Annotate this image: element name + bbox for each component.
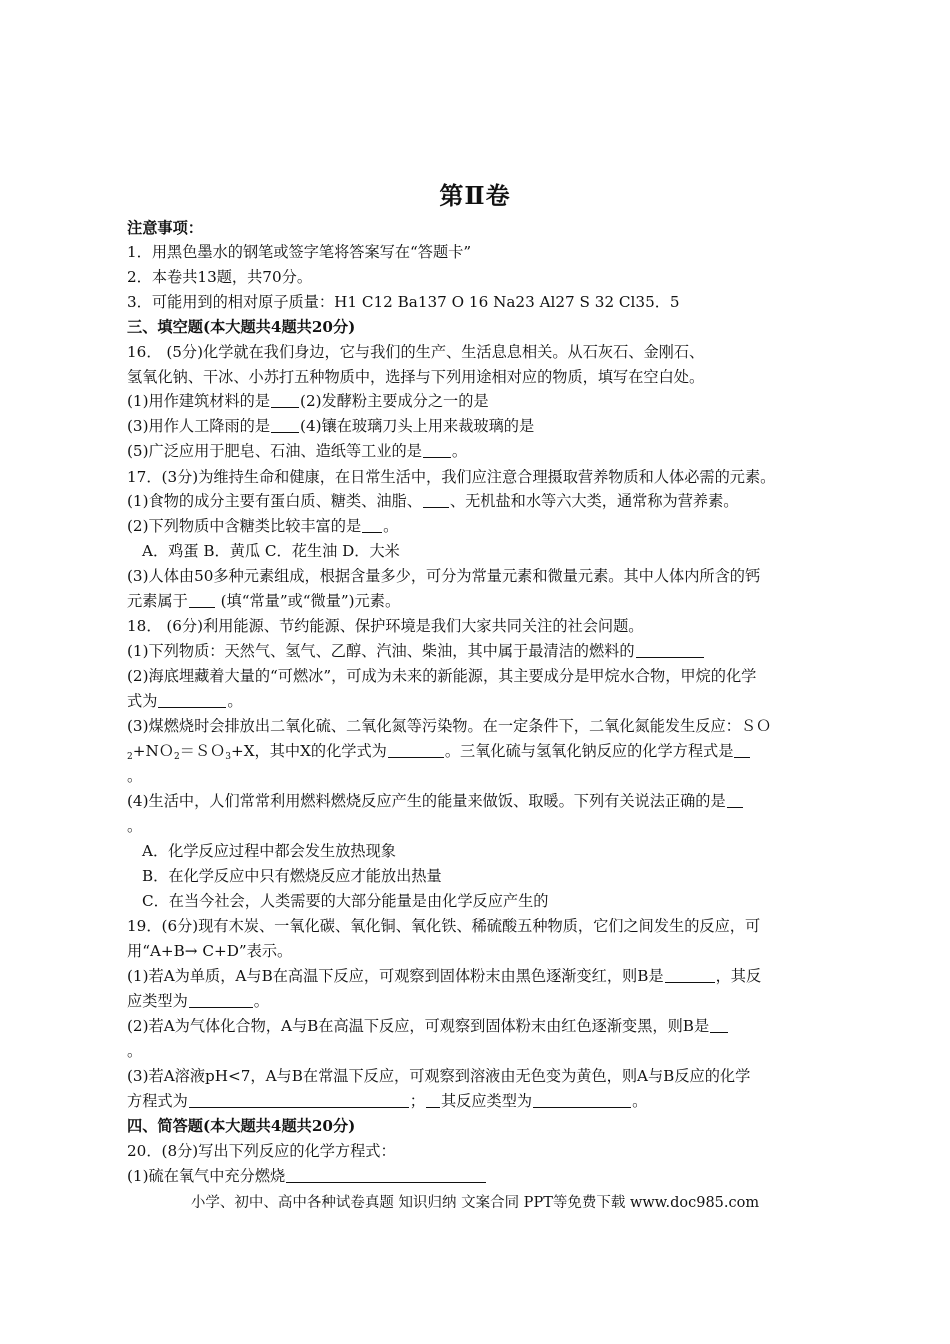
section-4-heading: 四、简答题(本大题共4题共20分) [127,1117,356,1135]
q16-part-3: (3)用作人工降雨的是 [127,417,271,435]
q16-line-1 [127,342,704,362]
answer-blank[interactable] [189,993,253,1008]
q19-part-4c: 其反应类型为 [440,1092,533,1110]
q18-part-1: (1)下列物质：天然气、氢气、乙醇、汽油、柴油，其中属于最清洁的燃料的 [127,642,635,660]
answer-blank[interactable] [189,593,215,608]
q17-line-3 [127,516,398,536]
answer-blank[interactable] [189,1093,409,1108]
q19-line-4 [127,991,269,1011]
q19-part-3: (2)若A为气体化合物，A与B在高温下反应，可观察到固体粉末由红色逐渐变黑，则B是 [127,1017,710,1035]
page-footer: 小学、初中、高中各种试卷真题 知识归纳 文案合同 PPT等免费下载 www.doc985.com [190,1195,760,1211]
subscript: 2 [173,752,180,762]
q17-part-2: (2)下列物质中含糖类比较丰富的是 [127,517,362,535]
notes-heading: 注意事项： [127,219,203,237]
q19-line-3 [127,966,761,986]
q17-part-2b: 。 [383,517,399,535]
page-title: 第Ⅱ卷 [439,181,511,210]
q19-part-2: 应类型为 [127,992,188,1010]
answer-blank[interactable] [388,743,444,758]
q19-part-1b: ，其反 [715,967,762,985]
q18-option-c: C．在当今社会，人类需要的大部分能量是由化学反应产生的 [142,892,549,910]
q19-line-8 [127,1091,647,1111]
answer-blank[interactable] [271,393,299,408]
q17-part-1: (1)食物的成分主要有蛋白质、糖类、油脂、 [127,492,422,510]
q19-part-4b: ； [409,1092,425,1110]
q17-line-6 [127,591,400,611]
q20-line-1: 20．(8分)写出下列反应的化学方程式： [127,1142,396,1160]
q16-line-5 [127,441,467,461]
answer-blank[interactable] [158,693,226,708]
answer-blank[interactable] [533,1093,631,1108]
q18-line-7: 。 [127,767,143,785]
q16-part-5: (5)广泛应用于肥皂、石油、造纸等工业的是 [127,442,422,460]
q19-line-5 [127,1016,729,1036]
answer-blank[interactable] [636,643,704,658]
answer-blank[interactable] [665,968,715,983]
q19-part-1: (1)若A为单质，A与B在高温下反应，可观察到固体粉末由黑色逐渐变红，则B是 [127,967,664,985]
q16-end: 。 [451,442,468,460]
q16-part-4: (4)镶在玻璃刀头上用来裁玻璃的是 [300,417,535,435]
q17-part-3b: (填“常量”或“微量”)元素。 [215,592,401,610]
q17-options: A．鸡蛋 B．黄瓜 C．花生油 D．大米 [142,542,400,560]
q17-part-1b: 、无机盐和水等六大类，通常称为营养素。 [449,492,739,510]
q16-line-4 [127,416,534,436]
q18-line-8 [127,791,744,811]
answer-blank[interactable] [423,443,451,458]
answer-blank[interactable] [426,1093,440,1108]
q18-line-9: 。 [127,817,143,835]
note-1: 1．用黑色墨水的钢笔或签字笔将答案写在“答题卡” [127,243,472,261]
formula-part: +NＯ [132,742,174,760]
q18-line-1: 18． (6分)利用能源、节约能源、保护环境是我们大家共同关注的社会问题。 [127,617,644,635]
answer-blank[interactable] [710,1018,728,1033]
q19-line-7: (3)若A溶液pH<7，A与B在常温下反应，可观察到溶液由无色变为黄色，则A与B反应的化学 [127,1067,751,1085]
formula-part: +X，其中X的化学式为 [230,742,387,760]
q20-part-1: (1)硫在氧气中充分燃烧 [127,1167,286,1185]
q18-option-b: B．在化学反应中只有燃烧反应才能放出热量 [142,867,442,885]
q19-part-2b: 。 [253,992,269,1010]
q18-line-2 [127,641,705,661]
q18-line-5: (3)煤燃烧时会排放出二氧化硫、二氧化氮等污染物。在一定条件下，二氧化氮能发生反应：ＳＯ [127,717,772,735]
q18-part-4: (4)生活中，人们常常利用燃料燃烧反应产生的能量来做饭、取暖。下列有关说法正确的是 [127,792,726,810]
q20-line-2 [127,1166,487,1186]
q18-line-4 [127,691,243,711]
q18-part-3: 。三氧化硫与氢氧化钠反应的化学方程式是 [444,742,734,760]
answer-blank[interactable] [734,743,750,758]
q18-line-3: (2)海底埋藏着大量的“可燃冰”，可成为未来的新能源，其主要成分是甲烷水合物，甲烷的化学 [127,667,757,685]
q17-line-1: 17．(3分)为维持生命和健康，在日常生活中，我们应注意合理摄取营养物质和人体必需的元素。 [127,468,776,486]
q19-part-4d: 。 [632,1092,648,1110]
answer-blank[interactable] [286,1168,486,1183]
q17-line-5: (3)人体由50多种元素组成，根据含量多少，可分为常量元素和微量元素。其中人体内所含的钙 [127,567,761,585]
subscript: 2 [127,752,133,762]
q17-part-3: 元素属于 [127,592,188,610]
q19-line-6: 。 [127,1042,143,1060]
subscript: 3 [225,752,231,762]
section-3-heading: 三、填空题(本大题共4题共20分) [127,318,356,336]
note-2: 2．本卷共13题，共70分。 [127,268,313,286]
answer-blank[interactable] [423,493,449,508]
q16-part-1: (1)用作建筑材料的是 [127,392,271,410]
q18-part-2b: 。 [227,692,243,710]
q19-line-1: 19．(6分)现有木炭、一氧化碳、氧化铜、氧化铁、稀硫酸五种物质，它们之间发生的反应，可 [127,917,761,935]
answer-blank[interactable] [727,793,743,808]
q16-line-3 [127,391,489,411]
q17-line-2 [127,491,738,511]
q16-part-2: (2)发酵粉主要成分之一的是 [300,392,489,410]
answer-blank[interactable] [362,518,382,533]
q19-part-4: 方程式为 [127,1092,188,1110]
q18-line-6 [127,741,751,767]
q19-line-2: 用“A+B→ C+D”表示。 [127,942,293,960]
q18-option-a: A．化学反应过程中都会发生放热现象 [142,842,396,860]
q18-part-2: 式为 [127,692,158,710]
q16-text: 16． (5分)化学就在我们身边，它与我们的生产、生活息息相关。从石灰石、金刚石、 [127,343,705,361]
answer-blank[interactable] [271,418,299,433]
note-3: 3．可能用到的相对原子质量：H1 C12 Ba137 O 16 Na23 Al27 S 32 Cl35．5 [127,293,680,311]
formula-part: ＝ＳＯ [179,742,226,760]
q16-line-2: 氢氧化钠、干冰、小苏打五种物质中，选择与下列用途相对应的物质，填写在空白处。 [127,368,705,386]
